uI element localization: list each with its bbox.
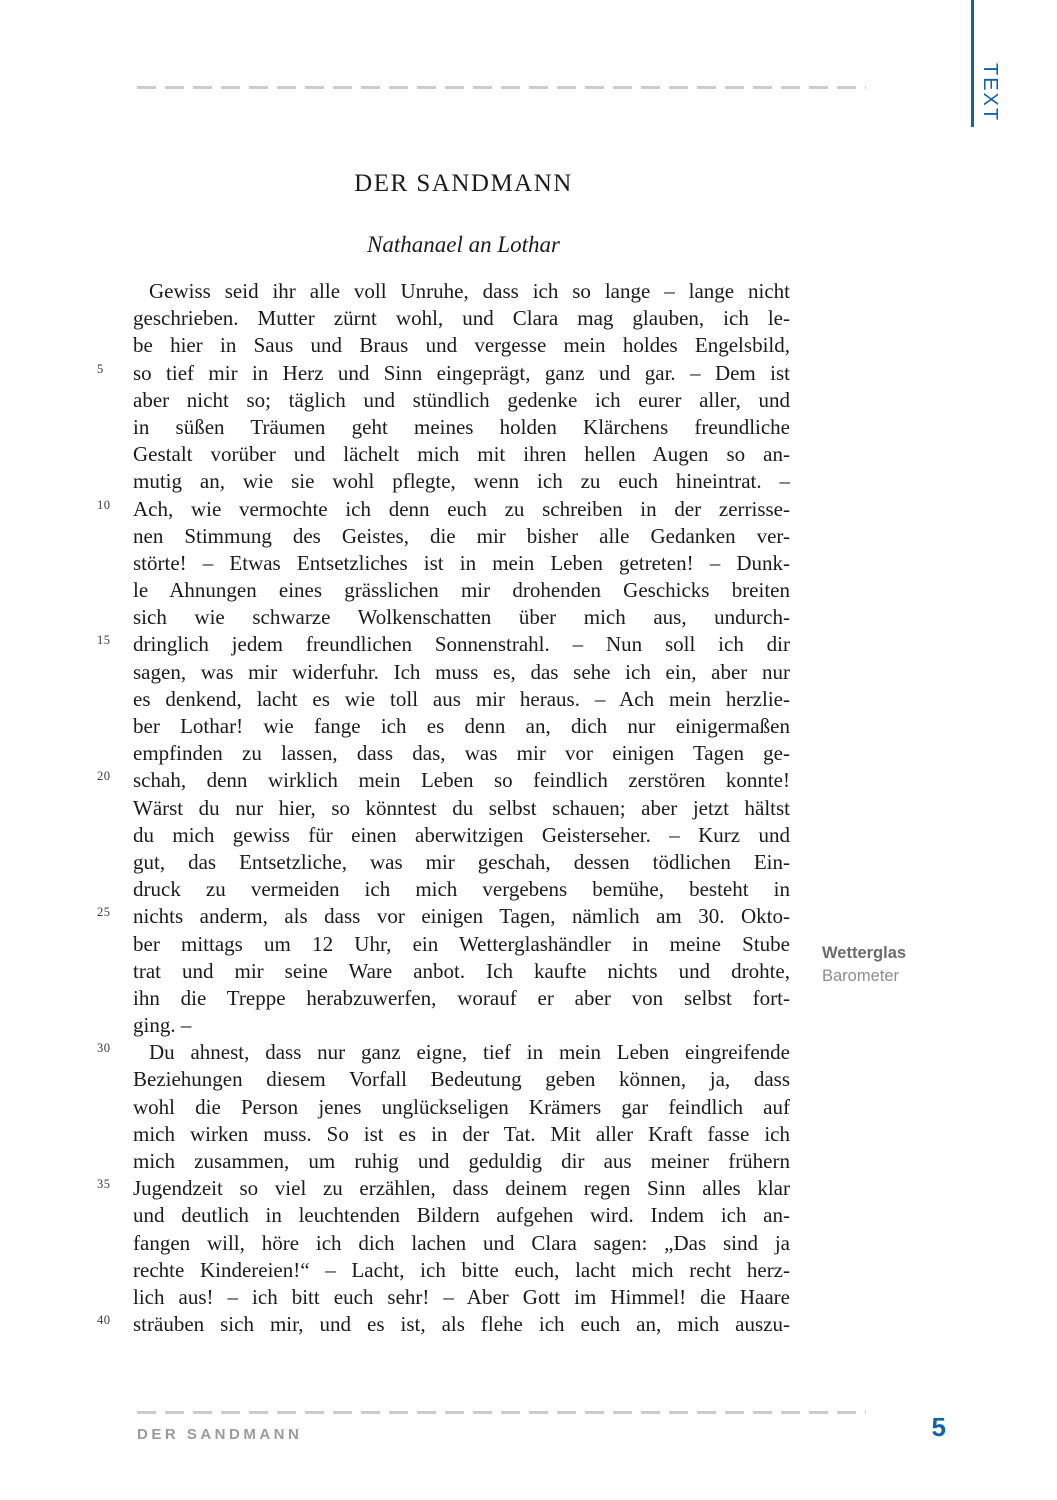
text-line [133, 577, 790, 604]
text-line [133, 1012, 790, 1039]
line-text: nichts anderm, als dass vor einigen Tagen, nämlich am 30. Okto- [133, 904, 790, 929]
text-line [133, 876, 790, 903]
body-text [97, 278, 790, 1338]
line-text: Jugendzeit so viel zu erzählen, dass deinem regen Sinn alles klar [133, 1176, 790, 1201]
text-line [133, 822, 790, 849]
line-text: empfinden zu lassen, dass das, was mir vor einigen Tagen ge- [133, 741, 790, 766]
line-text: druck zu vermeiden ich mich vergebens bemühe, besteht in [133, 877, 790, 902]
line-text: Gestalt vorüber und lächelt mich mit ihren hellen Augen so an- [133, 442, 790, 467]
line-number: 25 [97, 905, 111, 920]
text-line [133, 740, 790, 767]
line-text: Ach, wie vermochte ich denn euch zu schreiben in der zerrisse- [133, 496, 790, 521]
line-text: so tief mir in Herz und Sinn eingeprägt, ganz und gar. – Dem ist [133, 360, 790, 385]
line-number: 40 [97, 1313, 111, 1328]
text-line [133, 523, 790, 550]
text-line [133, 1094, 790, 1121]
text-line [133, 278, 790, 305]
margin-note-definition: Barometer [822, 966, 900, 985]
text-line [133, 713, 790, 740]
text-line [133, 468, 790, 495]
text-line [133, 1066, 790, 1093]
text-line [133, 550, 790, 577]
text-line [133, 441, 790, 468]
line-text: nen Stimmung des Geistes, die mir bisher alle Gedanken ver- [133, 523, 790, 548]
text-line [133, 387, 790, 414]
line-text: Du ahnest, dass nur ganz eigne, tief in mein Leben eingreifende [149, 1040, 790, 1065]
text-line [133, 659, 790, 686]
line-text: Beziehungen diesem Vorfall Bedeutung geben können, ja, dass [133, 1067, 790, 1092]
line-number: 10 [97, 497, 111, 512]
text-line [133, 958, 790, 985]
line-number: 5 [97, 361, 104, 376]
line-text: in süßen Träumen geht meines holden Klärchens freundliche [133, 414, 790, 439]
chapter-title: DER SANDMANN [354, 170, 573, 197]
line-text: mich wirken muss. So ist es in der Tat. Mit aller Kraft fasse ich [133, 1121, 790, 1146]
text-line [133, 1148, 790, 1175]
line-text: sträuben sich mir, und es ist, als flehe ich euch an, mich auszu- [133, 1312, 790, 1337]
text-line [97, 903, 790, 930]
page-number: 5 [931, 1412, 946, 1442]
line-text: ber Lothar! wie fange ich es denn an, dich nur einigermaßen [133, 714, 790, 738]
top-dashed-rule [137, 86, 866, 89]
text-line [133, 332, 790, 359]
line-text: wohl die Person jenes unglückseligen Krämers gar feindlich auf [133, 1094, 790, 1119]
line-text: sagen, was mir widerfuhr. Ich muss es, das sehe ich ein, aber nur [133, 659, 790, 684]
line-text: ging. – [133, 1013, 192, 1038]
line-text: störte! – Etwas Entsetzliches ist in mein Leben getreten! – Dunk- [133, 550, 790, 575]
line-text: fangen will, höre ich dich lachen und Clara sagen: „Das sind ja [133, 1230, 790, 1255]
margin-note-term: Wetterglas [822, 944, 907, 962]
line-text: mich zusammen, um ruhig und geduldig dir aus meiner frühern [133, 1149, 790, 1173]
text-line [133, 849, 790, 876]
text-line [133, 1230, 790, 1257]
line-number: 35 [97, 1177, 111, 1192]
line-text: du mich gewiss für einen aberwitzigen Geisterseher. – Kurz und [133, 822, 790, 847]
line-text: geschrieben. Mutter zürnt wohl, und Clara mag glauben, ich le- [133, 306, 790, 331]
text-line [97, 631, 790, 658]
line-number: 20 [97, 769, 111, 784]
line-text: ihn die Treppe herabzuwerfen, worauf er aber von selbst fort- [133, 985, 790, 1010]
text-line [133, 1284, 790, 1311]
footer-running-title: DER SANDMANN [137, 1426, 303, 1443]
text-line [133, 1121, 790, 1148]
text-line [133, 305, 790, 332]
text-line [133, 414, 790, 441]
line-text: be hier in Saus und Braus und vergesse mein holdes Engelsbild, [133, 333, 790, 358]
text-line [97, 496, 790, 523]
text-line [133, 1257, 790, 1284]
line-text: Wärst du nur hier, so könntest du selbst schauen; aber jetzt hältst [133, 795, 790, 820]
line-text: aber nicht so; täglich und stündlich gedenke ich eurer aller, und [133, 387, 790, 412]
line-text: ber mittags um 12 Uhr, ein Wetterglashändler in meine Stube [133, 931, 790, 956]
text-line [97, 1039, 790, 1066]
line-text: es denkend, lacht es wie toll aus mir heraus. – Ach mein herzlie- [133, 686, 790, 711]
text-line [133, 795, 790, 822]
chapter-tab-label: TEXT [979, 63, 1001, 123]
letter-heading: Nathanael an Lothar [367, 232, 560, 257]
line-text: dringlich jedem freundlichen Sonnenstrahl. – Nun soll ich dir [133, 632, 790, 657]
text-line [97, 767, 790, 794]
text-line [133, 604, 790, 631]
chapter-tab-rule [971, 0, 974, 127]
line-text: gut, das Entsetzliche, was mir geschah, dessen tödlichen Ein- [133, 849, 790, 874]
text-line [97, 1175, 790, 1202]
text-line [133, 985, 790, 1012]
line-text: mutig an, wie sie wohl pflegte, wenn ich zu euch hineintrat. – [133, 469, 790, 494]
line-text: Gewiss seid ihr alle voll Unruhe, dass ich so lange – lange nicht [149, 279, 790, 303]
text-line [133, 686, 790, 713]
text-line [133, 931, 790, 958]
line-text: rechte Kindereien!“ – Lacht, ich bitte euch, lacht mich recht herz- [133, 1257, 790, 1282]
text-line [97, 360, 790, 387]
line-text: sich wie schwarze Wolkenschatten über mich aus, undurch- [133, 605, 790, 630]
text-line [133, 1202, 790, 1229]
line-text: lich aus! – ich bitt euch sehr! – Aber Gott im Himmel! die Haare [133, 1284, 790, 1309]
text-line [97, 1311, 790, 1338]
line-text: le Ahnungen eines grässlichen mir drohenden Geschicks breiten [133, 578, 790, 603]
line-number: 15 [97, 633, 111, 648]
line-text: schah, denn wirklich mein Leben so feindlich zerstören konnte! [133, 768, 790, 793]
line-text: und deutlich in leuchtenden Bildern aufgehen wird. Indem ich an- [133, 1203, 790, 1228]
line-text: trat und mir seine Ware anbot. Ich kaufte nichts und drohte, [133, 958, 790, 983]
line-number: 30 [97, 1041, 111, 1056]
margin-note [822, 942, 972, 987]
footer-dashed-rule [137, 1411, 866, 1414]
